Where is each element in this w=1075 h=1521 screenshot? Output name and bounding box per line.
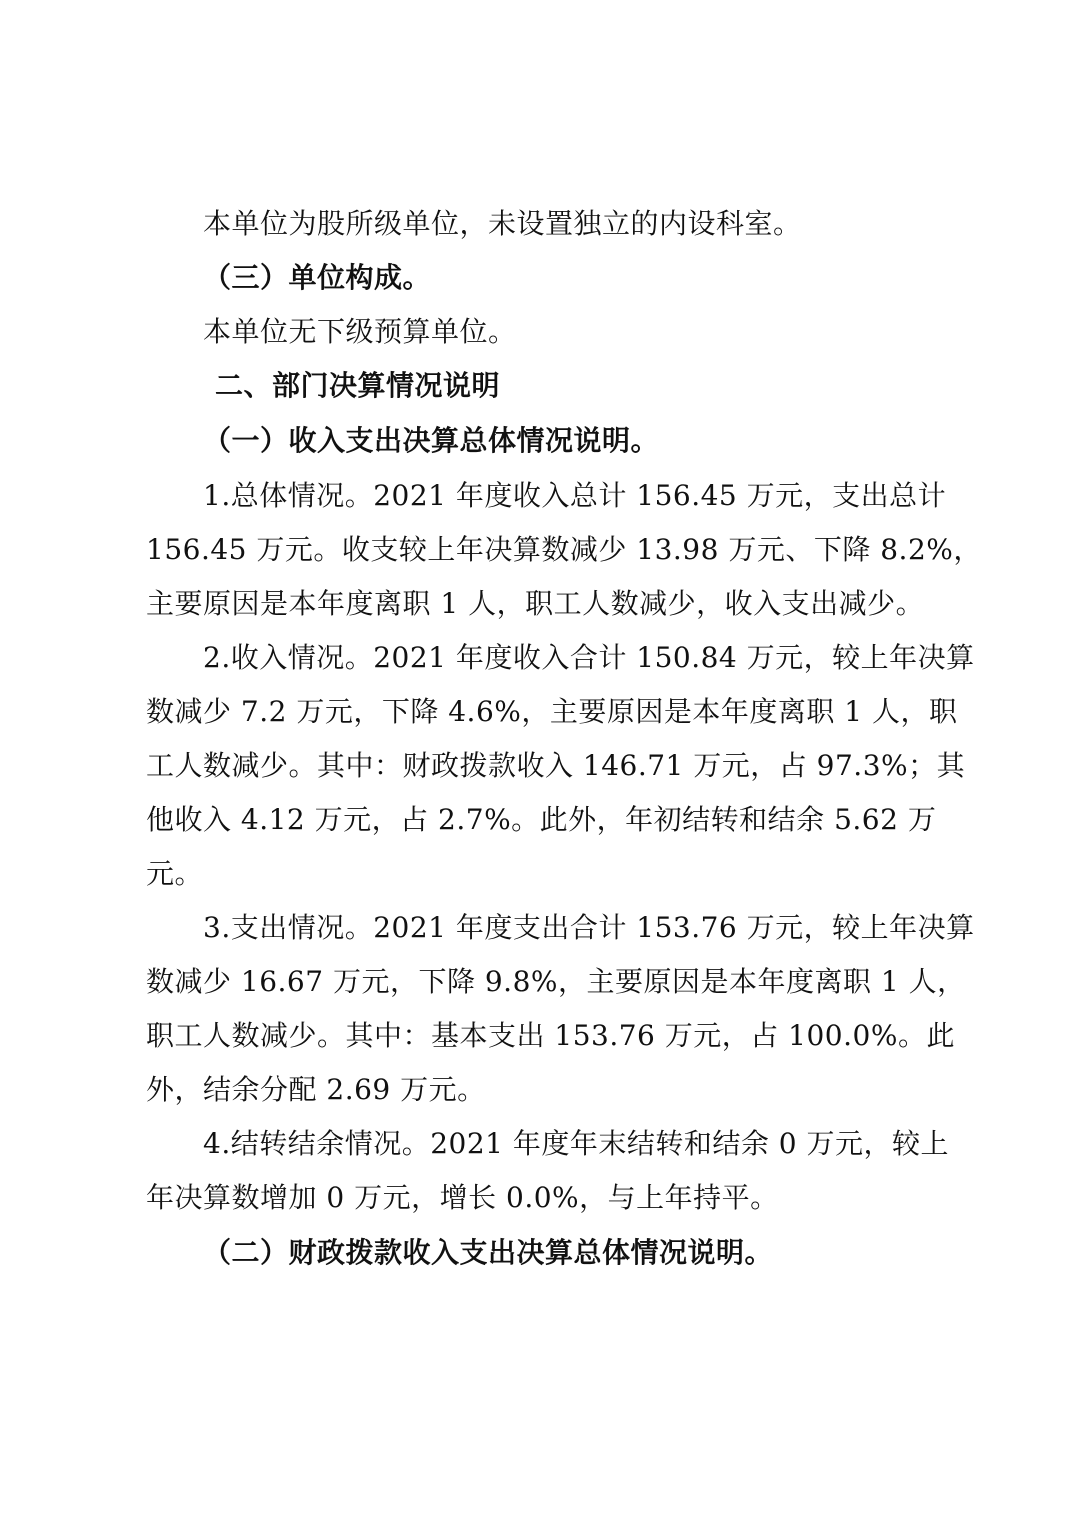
paragraph-expense-line-4: 外，结余分配 2.69 万元。 — [146, 1073, 486, 1106]
paragraph-expense-line-1: 3.支出情况。2021 年度支出合计 153.76 万元，较上年决算 — [203, 911, 975, 944]
paragraph-expense-line-3: 职工人数减少。其中：基本支出 153.76 万元，占 100.0%。此 — [146, 1019, 955, 1052]
paragraph-no-subordinate-units: 本单位无下级预算单位。 — [203, 315, 517, 348]
paragraph-overall-line-1: 1.总体情况。2021 年度收入总计 156.45 万元，支出总计 — [203, 479, 947, 512]
paragraph-income-line-2: 数减少 7.2 万元，下降 4.6%，主要原因是本年度离职 1 人，职 — [146, 695, 958, 728]
paragraph-expense-line-2: 数减少 16.67 万元，下降 9.8%，主要原因是本年度离职 1 人， — [146, 965, 966, 998]
heading-unit-composition: （三）单位构成。 — [203, 261, 432, 294]
paragraph-income-line-3: 工人数减少。其中：财政拨款收入 146.71 万元，占 97.3%；其 — [146, 749, 966, 782]
paragraph-overall-line-2: 156.45 万元。收支较上年决算数减少 13.98 万元、下降 8.2%， — [146, 533, 982, 566]
paragraph-carryover-line-1: 4.结转结余情况。2021 年度年末结转和结余 0 万元，较上 — [203, 1127, 949, 1160]
paragraph-carryover-line-2: 年决算数增加 0 万元，增长 0.0%，与上年持平。 — [146, 1181, 779, 1214]
paragraph-income-line-5: 元。 — [146, 857, 204, 890]
paragraph-internal-departments: 本单位为股所级单位，未设置独立的内设科室。 — [203, 207, 802, 240]
heading-fiscal-appropriation: （二）财政拨款收入支出决算总体情况说明。 — [203, 1236, 774, 1269]
paragraph-income-line-1: 2.收入情况。2021 年度收入合计 150.84 万元，较上年决算 — [203, 641, 975, 674]
heading-section-two: 二、部门决算情况说明 — [215, 369, 501, 402]
paragraph-overall-line-3: 主要原因是本年度离职 1 人，职工人数减少，收入支出减少。 — [146, 587, 925, 620]
paragraph-income-line-4: 他收入 4.12 万元，占 2.7%。此外，年初结转和结余 5.62 万 — [146, 803, 937, 836]
heading-overall-income-expense: （一）收入支出决算总体情况说明。 — [203, 424, 660, 457]
